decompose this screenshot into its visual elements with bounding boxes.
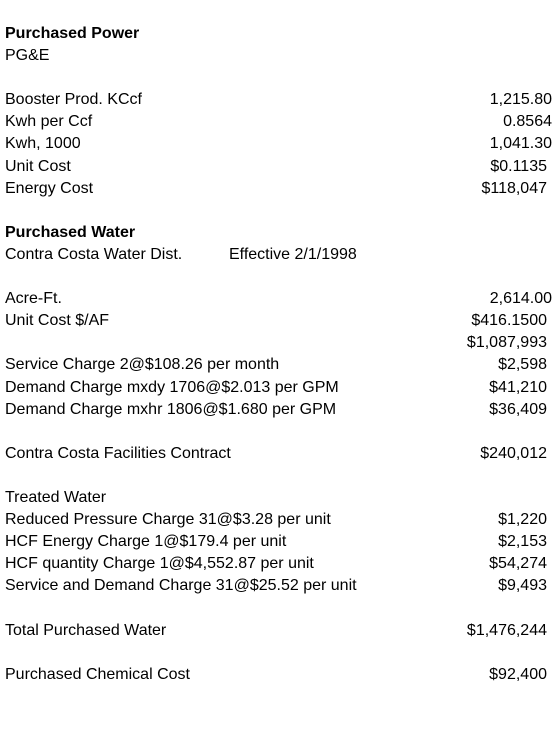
charge-value: $2,598 [498,356,547,374]
treated-value: $1,220 [498,511,547,529]
spacer [5,642,552,664]
acre-ft-value: 2,614.00 [489,290,552,308]
power-row-label: Booster Prod. KCcf [5,91,142,109]
power-row-value: $0.1135 [490,157,547,175]
charge-row [5,354,552,376]
power-supplier-row [5,45,552,67]
chemical-value: $92,400 [489,665,547,683]
cost-sheet [5,23,552,686]
treated-water-heading-row [5,487,552,509]
water-subtotal-value: $1,087,993 [466,334,547,352]
power-row-label: Kwh per Ccf [5,113,93,131]
treated-value: $54,274 [489,555,547,573]
power-row [5,89,552,111]
effective-date: Effective 2/1/1998 [229,245,357,263]
charge-value: $36,409 [489,400,547,418]
purchased-water-heading: Purchased Water [5,223,136,241]
water-supplier: Contra Costa Water Dist. [5,245,183,263]
unit-cost-value: $416.1500 [471,312,547,330]
power-row [5,111,552,133]
facilities-value: $240,012 [480,444,547,462]
water-supplier-row [5,244,552,266]
treated-water-heading: Treated Water [5,488,107,506]
power-row [5,178,552,200]
power-row-value: $118,047 [481,179,547,197]
treated-label: HCF Energy Charge 1@$179.4 per unit [5,533,287,551]
treated-row [5,509,552,531]
total-water-label: Total Purchased Water [5,621,167,639]
treated-value: $9,493 [498,577,547,595]
total-water-value: $1,476,244 [466,621,547,639]
power-row-label: Kwh, 1000 [5,135,81,153]
power-row-label: Unit Cost [5,157,71,175]
purchased-power-heading-row [5,23,552,45]
power-row-value: 1,215.80 [489,91,552,109]
chemical-row [5,664,552,686]
purchased-water-heading-row [5,222,552,244]
power-supplier: PG&E [5,47,50,65]
acre-ft-row [5,288,552,310]
acre-ft-label: Acre-Ft. [5,290,62,308]
spacer [5,421,552,443]
charge-row [5,377,552,399]
spacer [5,465,552,487]
spacer [5,200,552,222]
power-row-label: Energy Cost [5,179,94,197]
charge-label: Demand Charge mxhr 1806@$1.680 per GPM [5,400,337,418]
total-water-row [5,620,552,642]
power-row-value: 1,041.30 [489,135,552,153]
chemical-label: Purchased Chemical Cost [5,665,190,683]
spacer [5,597,552,619]
treated-label: Service and Demand Charge 31@$25.52 per unit [5,577,357,595]
power-row-value: 0.8564 [503,113,552,131]
power-row [5,156,552,178]
charge-label: Service Charge 2@$108.26 per month [5,356,280,374]
unit-cost-row [5,310,552,332]
charge-label: Demand Charge mxdy 1706@$2.013 per GPM [5,378,339,396]
treated-row [5,553,552,575]
spacer [5,67,552,89]
power-row [5,133,552,155]
facilities-row [5,443,552,465]
treated-row [5,575,552,597]
charge-row [5,399,552,421]
treated-row [5,531,552,553]
treated-value: $2,153 [498,533,547,551]
facilities-label: Contra Costa Facilities Contract [5,444,231,462]
charge-value: $41,210 [489,378,547,396]
treated-label: Reduced Pressure Charge 31@$3.28 per unit [5,511,331,529]
water-subtotal-row [5,332,552,354]
purchased-power-heading: Purchased Power [5,25,140,42]
treated-label: HCF quantity Charge 1@$4,552.87 per unit [5,555,314,573]
spacer [5,266,552,288]
unit-cost-label: Unit Cost $/AF [5,312,110,330]
